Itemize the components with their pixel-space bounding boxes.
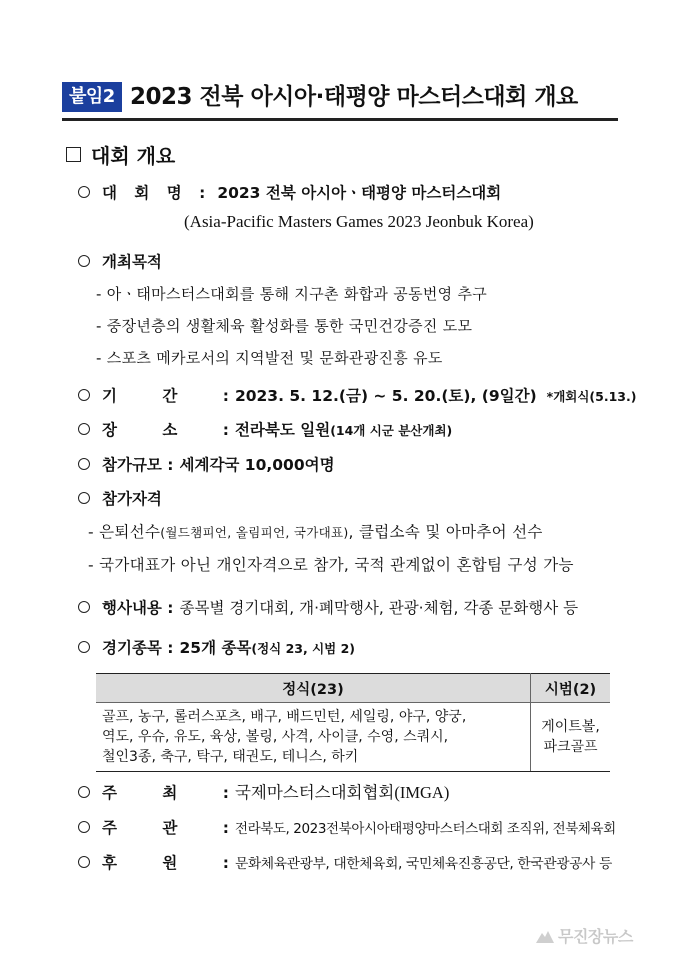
sports-row xyxy=(78,636,355,658)
attachment-badge: 붙임2 xyxy=(62,82,122,112)
circle-bullet-icon xyxy=(78,458,90,470)
section-title: 대회 개요 xyxy=(91,144,176,168)
organizer-value: 전라북도, 2023전북아시아태평양마스터스대회 조직위, 전북체육회 xyxy=(234,821,616,837)
scale-row xyxy=(78,453,335,475)
eligibility-item: - 은퇴선수(월드챔피언, 올림피언, 국가대표), 클럽소속 및 아마추어 선수 xyxy=(88,523,543,541)
venue-row xyxy=(78,418,452,440)
venue-label: 장 소 : xyxy=(102,421,229,439)
sports-label: 경기종목 : xyxy=(102,639,174,657)
header-rule xyxy=(62,118,618,121)
event-name-english: (Asia-Pacific Masters Games 2023 Jeonbuk Korea) xyxy=(184,212,534,231)
demo-sports-cell xyxy=(531,703,611,772)
eligibility-item: - 국가대표가 아닌 개인자격으로 참가, 국적 관계없이 혼합팀 구성 가능 xyxy=(88,556,574,574)
official-sports-line: 골프, 농구, 롤러스포츠, 배구, 배드민턴, 세일링, 야구, 양궁, xyxy=(102,709,467,725)
watermark-text: 무진장뉴스 xyxy=(558,927,633,946)
document-header xyxy=(62,80,618,116)
circle-bullet-icon xyxy=(78,821,90,833)
period-row xyxy=(78,384,636,406)
circle-bullet-icon xyxy=(78,492,90,504)
venue-note: (14개 시군 분산개최) xyxy=(330,423,453,438)
eligibility-label: 참가자격 xyxy=(102,490,162,508)
circle-bullet-icon xyxy=(78,255,90,267)
mountain-logo-icon xyxy=(536,929,554,943)
scale-value: 세계각국 10,000여명 xyxy=(179,456,335,474)
table-row xyxy=(96,703,610,772)
period-value: 2023. 5. 12.(금) ~ 5. 20.(토), (9일간) xyxy=(234,387,537,405)
circle-bullet-icon xyxy=(78,856,90,868)
event-name-english-row xyxy=(184,212,534,232)
square-bullet-icon xyxy=(66,147,81,162)
host-row xyxy=(78,779,449,803)
official-header: 정식(23) xyxy=(96,674,531,703)
purpose-item: - 아ㆍ태마스터스대회를 통해 지구촌 화합과 공동번영 추구 xyxy=(96,285,488,303)
official-sports-line: 철인3종, 축구, 탁구, 태권도, 테니스, 하키 xyxy=(102,749,359,765)
scale-label: 참가규모 : xyxy=(102,456,174,474)
news-watermark xyxy=(536,924,633,947)
official-sports-line: 역도, 우슈, 유도, 육상, 볼링, 사격, 사이클, 수영, 스쿼시, xyxy=(102,729,449,745)
event-name-value: 2023 전북 아시아ㆍ태평양 마스터스대회 xyxy=(217,184,502,202)
sponsor-row xyxy=(78,851,612,873)
circle-bullet-icon xyxy=(78,389,90,401)
purpose-item: - 중장년층의 생활체육 활성화를 통한 국민건강증진 도모 xyxy=(96,317,473,335)
demo-header: 시범(2) xyxy=(531,674,611,703)
document-title: 2023 전북 아시아·태평양 마스터스대회 개요 xyxy=(130,84,578,110)
events-label: 행사내용 : xyxy=(102,599,174,617)
venue-value: 전라북도 일원 xyxy=(234,421,331,439)
circle-bullet-icon xyxy=(78,186,90,198)
purpose-label: 개최목적 xyxy=(102,253,162,271)
table-header-row xyxy=(96,674,610,703)
circle-bullet-icon xyxy=(78,641,90,653)
circle-bullet-icon xyxy=(78,423,90,435)
event-name-label: 대 회 명 : xyxy=(102,184,212,202)
demo-sports-line: 파크골프 xyxy=(543,739,598,755)
sponsor-label: 후 원 : xyxy=(102,854,229,872)
eligibility-row xyxy=(78,487,162,509)
sports-value: 25개 종목 xyxy=(179,639,252,657)
section-heading xyxy=(66,140,175,169)
sports-table xyxy=(96,673,610,772)
sports-note: (정식 23, 시범 2) xyxy=(251,641,356,656)
host-value: 국제마스터스대회협회(IMGA) xyxy=(234,783,450,802)
sponsor-value: 문화체육관광부, 대한체육회, 국민체육진흥공단, 한국관광공사 등 xyxy=(234,856,612,872)
purpose-row xyxy=(78,250,162,272)
period-label: 기 간 : xyxy=(102,387,229,405)
event-name-row xyxy=(78,181,501,203)
organizer-row xyxy=(78,816,616,838)
host-label: 주 최 : xyxy=(102,784,229,802)
events-value: 종목별 경기대회, 개·폐막행사, 관광·체험, 각종 문화행사 등 xyxy=(179,599,579,617)
official-sports-cell xyxy=(96,703,531,772)
circle-bullet-icon xyxy=(78,601,90,613)
circle-bullet-icon xyxy=(78,786,90,798)
demo-sports-line: 게이트볼, xyxy=(541,719,600,735)
events-row xyxy=(78,596,578,618)
period-note: *개회식(5.13.) xyxy=(546,389,637,404)
organizer-label: 주 관 : xyxy=(102,819,229,837)
purpose-item: - 스포츠 메카로서의 지역발전 및 문화관광진흥 유도 xyxy=(96,349,443,367)
